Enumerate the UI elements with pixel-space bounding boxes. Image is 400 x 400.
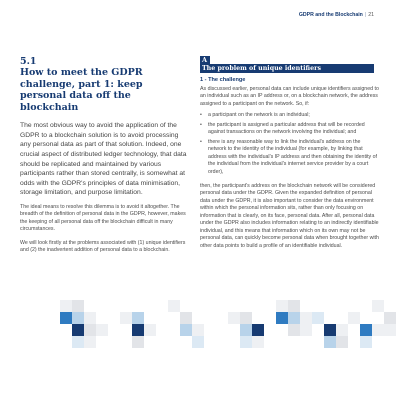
mosaic-tile xyxy=(84,324,96,336)
mosaic-tile xyxy=(180,324,192,336)
running-header-title: GDPR and the Blockchain xyxy=(298,12,363,18)
mosaic-tile xyxy=(72,324,84,336)
mosaic-tile xyxy=(132,324,144,336)
mosaic-tile xyxy=(168,300,180,312)
list-item xyxy=(200,122,380,137)
mosaic-tile xyxy=(252,336,264,348)
bullet-icon: • xyxy=(200,121,202,128)
mosaic-tile xyxy=(240,324,252,336)
mosaic-tile xyxy=(84,336,96,348)
mosaic-tile xyxy=(384,312,396,324)
mosaic-tile xyxy=(60,312,72,324)
mosaic-tile xyxy=(324,324,336,336)
mosaic-tile xyxy=(192,336,204,348)
list-item-text: the participant is assigned a particular address that will be recorded against transactions on the network involving the individual; and xyxy=(208,121,365,136)
mosaic-tile xyxy=(300,312,312,324)
mosaic-tile xyxy=(72,300,84,312)
mosaic-tile xyxy=(360,336,372,348)
mosaic-tile xyxy=(372,324,384,336)
mosaic-tile xyxy=(84,312,96,324)
section-number: 5.1 xyxy=(20,56,37,67)
body-paragraph-2: We will look firstly at the problems associated with (1) unique identifiers and (2) the inadvertent addition of personal data to a blockchain. xyxy=(20,239,186,254)
left-column xyxy=(20,56,190,254)
mosaic-tile xyxy=(288,300,300,312)
subsection-letter-badge: A xyxy=(200,56,210,64)
mosaic-tile xyxy=(132,312,144,324)
running-header-separator: | xyxy=(364,12,367,18)
mosaic-tile xyxy=(180,312,192,324)
lead-paragraph: The most obvious way to avoid the application of the GDPR to a blockchain solution is to avoid processing any personal data as part of that solution. Indeed, one crucial aspect of distributed ledger technology, that data should be replicated and maintained by various participants rather than stored centrally, is somewhat at odds with the GDPR's principles of data minimisation, storage limitation, and purpose limitation. xyxy=(20,122,187,197)
mosaic-tile xyxy=(276,300,288,312)
list-item-text: there is any reasonable way to link the individual's address on the network to the identity of the individual (for example, by linking that address with the individual's IP address and then obtaining the identity of the individual from the individual's internet service provider by a court order), xyxy=(208,138,378,175)
bullet-icon: • xyxy=(200,112,202,119)
mosaic-tile xyxy=(384,324,396,336)
mosaic-tile xyxy=(276,312,288,324)
page-number: 21 xyxy=(368,12,374,18)
mosaic-tile xyxy=(336,336,348,348)
mosaic-tile xyxy=(228,312,240,324)
mosaic-tile xyxy=(348,312,360,324)
intro-paragraph: As discussed earlier, personal data can include unique identifiers assigned to an individual such as an IP address or, on a blockchain network, the address assigned to a participant on the network. So, if: xyxy=(200,86,379,107)
bullet-icon: • xyxy=(200,138,202,145)
mosaic-tile xyxy=(240,312,252,324)
list-item-text: a participant on the network is an individual; xyxy=(208,112,310,119)
mosaic-tile xyxy=(300,324,312,336)
mosaic-tile xyxy=(360,324,372,336)
running-header xyxy=(299,12,374,18)
mosaic-tile xyxy=(72,336,84,348)
mosaic-tile xyxy=(252,324,264,336)
mosaic-tile xyxy=(324,336,336,348)
mosaic-tile xyxy=(288,312,300,324)
mosaic-tile xyxy=(60,300,72,312)
mosaic-tile xyxy=(336,324,348,336)
condition-list xyxy=(200,112,380,176)
mosaic-tile xyxy=(372,300,384,312)
right-column xyxy=(200,56,380,250)
mosaic-tile xyxy=(288,324,300,336)
mosaic-tile xyxy=(192,324,204,336)
conclusion-paragraph: then, the participant's address on the blockchain network will be considered personal data under the GDPR. Given the expanded definition of personal data under the GDPR, it is also important to consider the data environment within which the personal information sits, rather than only focusing on information that is clearly, on its face, personal data. After all, personal data under the GDPR also includes information relating to an indirectly identifiable individual, and this means that information which on its own may not be personal data, can quickly become personal data when brought together with other data points to build a profile of an identifiable individual. xyxy=(200,182,379,249)
body-paragraph-1: The ideal means to resolve this dilemma is to avoid it altogether. The breadth of the definition of personal data in the GDPR, however, makes the keeping of all personal data off the blockchain difficult in many circumstances. xyxy=(20,203,186,233)
mosaic-tile xyxy=(240,336,252,348)
mosaic-tile xyxy=(72,312,84,324)
mosaic-tile xyxy=(96,324,108,336)
mosaic-tile xyxy=(120,312,132,324)
subsection-title-banner: The problem of unique identifiers xyxy=(200,64,374,73)
subheading: 1 - The challenge xyxy=(200,77,246,83)
section-title: How to meet the GDPR challenge, part 1: keep personal data off the blockchain xyxy=(20,67,143,113)
mosaic-tile xyxy=(312,312,324,324)
list-item xyxy=(200,139,380,176)
mosaic-tile xyxy=(144,324,156,336)
mosaic-tile xyxy=(132,336,144,348)
list-item xyxy=(200,112,380,119)
